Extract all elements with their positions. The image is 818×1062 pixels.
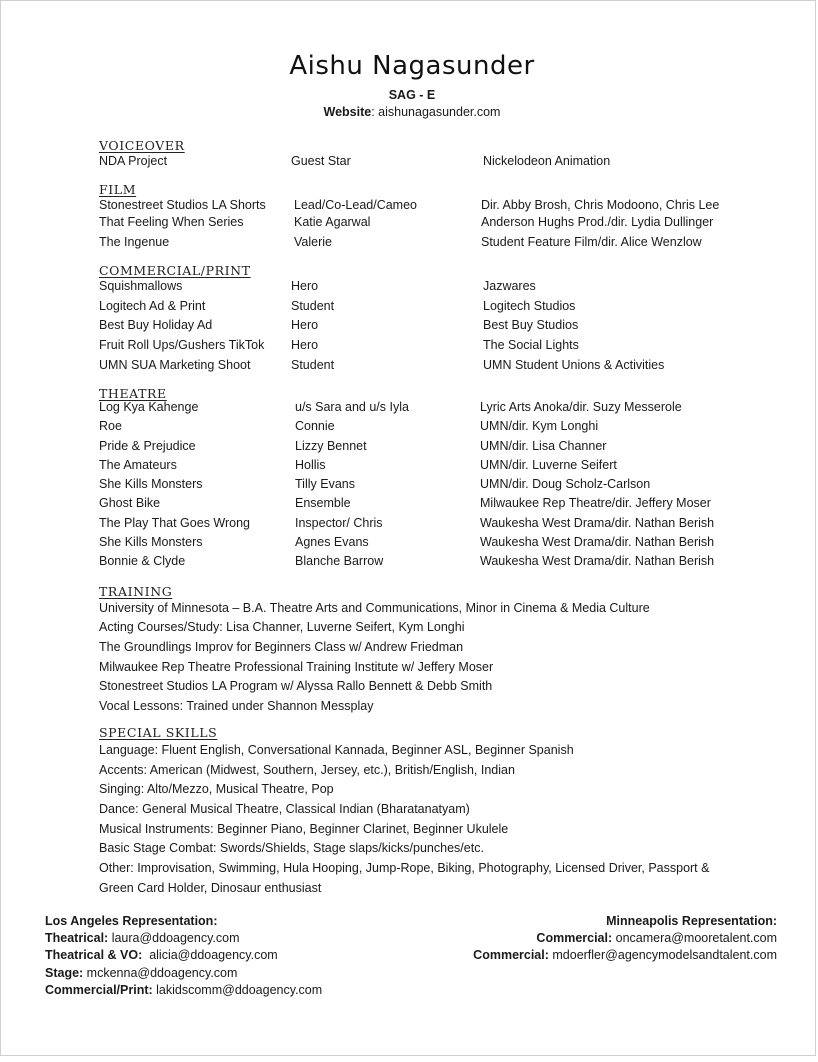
rep-email[interactable]: laura@ddoagency.com [108, 931, 240, 945]
website-label: Website [323, 105, 372, 119]
credit-company: UMN/dir. Lisa Channer [480, 439, 607, 453]
credit-row [1, 198, 817, 216]
credit-company: Jazwares [483, 279, 536, 293]
credit-role: Guest Star [291, 154, 351, 168]
credit-project: Pride & Prejudice [99, 439, 196, 453]
training-line: Vocal Lessons: Trained under Shannon Messplay [99, 699, 374, 713]
actor-name: Aishu Nagasunder [289, 51, 535, 81]
skill-line: Language: Fluent English, Conversational Kannada, Beginner ASL, Beginner Spanish [99, 743, 574, 757]
credit-project: Squishmallows [99, 279, 183, 293]
credit-role: Valerie [294, 235, 332, 249]
credit-row [1, 496, 817, 514]
rep-label: Theatrical & VO: [45, 948, 143, 962]
credit-row [1, 358, 817, 376]
la-representation-heading: Los Angeles Representation: [45, 914, 218, 928]
credit-row [1, 299, 817, 317]
credit-project: The Ingenue [99, 235, 170, 249]
skill-line: Green Card Holder, Dinosaur enthusiast [99, 881, 322, 895]
credit-role: Lizzy Bennet [295, 439, 367, 453]
skill-line: Basic Stage Combat: Swords/Shields, Stage slaps/kicks/punches/etc. [99, 841, 484, 855]
mn-rep-commercial-2 [473, 948, 777, 962]
credit-company: Waukesha West Drama/dir. Nathan Berish [480, 554, 715, 568]
credit-project: Stonestreet Studios LA Shorts [99, 198, 266, 212]
credit-row [1, 439, 817, 457]
credit-company: Best Buy Studios [483, 318, 579, 332]
union-status: SAG - E [388, 88, 436, 102]
credit-role: Blanche Barrow [295, 554, 384, 568]
credit-project: She Kills Monsters [99, 535, 203, 549]
credit-company: UMN/dir. Luverne Seifert [480, 458, 617, 472]
training-line: University of Minnesota – B.A. Theatre Arts and Communications, Minor in Cinema & Media Culture [99, 601, 650, 615]
credit-project: NDA Project [99, 154, 168, 168]
section-title-voiceover: VOICEOVER [99, 138, 185, 153]
credit-role: Tilly Evans [295, 477, 355, 491]
credit-company: UMN Student Unions & Activities [483, 358, 665, 372]
credit-role: Hollis [295, 458, 326, 472]
credit-role: Katie Agarwal [294, 215, 371, 229]
skill-line: Singing: Alto/Mezzo, Musical Theatre, Pop [99, 782, 334, 796]
credit-company: UMN/dir. Kym Longhi [480, 419, 599, 433]
credit-project: Roe [99, 419, 122, 433]
credit-company: Student Feature Film/dir. Alice Wenzlow [481, 235, 702, 249]
credit-project: She Kills Monsters [99, 477, 203, 491]
section-title-film: FILM [99, 182, 137, 197]
la-rep-commercial-print [45, 983, 322, 997]
credit-row [1, 458, 817, 476]
credit-company: UMN/dir. Doug Scholz-Carlson [480, 477, 651, 491]
rep-label: Stage: [45, 966, 84, 980]
mn-representation-heading: Minneapolis Representation: [606, 914, 777, 928]
credit-role: Inspector/ Chris [295, 516, 383, 530]
credit-role: Hero [291, 279, 319, 293]
credit-company: Nickelodeon Animation [483, 154, 611, 168]
la-rep-stage [45, 966, 237, 980]
credit-company: Lyric Arts Anoka/dir. Suzy Messerole [480, 400, 682, 414]
credit-role: Student [291, 299, 335, 313]
credit-project: Fruit Roll Ups/Gushers TikTok [99, 338, 265, 352]
rep-label: Commercial: [473, 948, 549, 962]
credit-row [1, 516, 817, 534]
rep-email[interactable]: lakidscomm@ddoagency.com [152, 983, 323, 997]
rep-label: Commercial: [536, 931, 613, 945]
training-line: The Groundlings Improv for Beginners Class w/ Andrew Friedman [99, 640, 464, 654]
credit-project: The Amateurs [99, 458, 177, 472]
credit-project: UMN SUA Marketing Shoot [99, 358, 251, 372]
credit-row [1, 215, 817, 233]
training-line: Acting Courses/Study: Lisa Channer, Luverne Seifert, Kym Longhi [99, 620, 465, 634]
credit-role: Connie [295, 419, 335, 433]
credit-company: Dir. Abby Brosh, Chris Modoono, Chris Lee [481, 198, 720, 212]
credit-row [1, 477, 817, 495]
website-line [1, 105, 818, 119]
section-title-theatre: THEATRE [99, 386, 167, 401]
credit-project: The Play That Goes Wrong [99, 516, 251, 530]
section-title-commercial: COMMERCIAL/PRINT [99, 263, 251, 278]
credit-project: Ghost Bike [99, 496, 161, 510]
credit-row [1, 400, 817, 418]
credit-role: Lead/Co-Lead/Cameo [294, 198, 417, 212]
credit-company: The Social Lights [483, 338, 579, 352]
rep-label: Commercial/Print: [45, 983, 153, 997]
credit-company: Milwaukee Rep Theatre/dir. Jeffery Moser [480, 496, 711, 510]
rep-email[interactable]: mdoerfler@agencymodelsandtalent.com [548, 948, 777, 962]
credit-row [1, 235, 817, 253]
mn-rep-commercial-1 [536, 931, 777, 945]
credit-row [1, 279, 817, 297]
rep-email[interactable]: oncamera@mooretalent.com [612, 931, 777, 945]
credit-company: Logitech Studios [483, 299, 576, 313]
la-rep-theatrical-vo [45, 948, 278, 962]
la-rep-theatrical [45, 931, 240, 945]
credit-row [1, 554, 817, 572]
credit-row [1, 535, 817, 553]
credit-company: Waukesha West Drama/dir. Nathan Berish [480, 516, 715, 530]
credit-project: Log Kya Kahenge [99, 400, 199, 414]
credit-project: That Feeling When Series [99, 215, 244, 229]
credit-project: Logitech Ad & Print [99, 299, 206, 313]
credit-row [1, 419, 817, 437]
section-title-training: TRAINING [99, 584, 173, 599]
skill-line: Other: Improvisation, Swimming, Hula Hooping, Jump-Rope, Biking, Photography, Licensed Driver, Passport & [99, 861, 710, 875]
credit-role: Hero [291, 338, 319, 352]
rep-email[interactable]: alicia@ddoagency.com [142, 948, 278, 962]
website-link[interactable]: : aishunagasunder.com [371, 105, 501, 119]
skill-line: Musical Instruments: Beginner Piano, Beginner Clarinet, Beginner Ukulele [99, 822, 509, 836]
credit-row [1, 338, 817, 356]
credit-project: Bonnie & Clyde [99, 554, 186, 568]
credit-project: Best Buy Holiday Ad [99, 318, 213, 332]
credit-role: Hero [291, 318, 319, 332]
skill-line: Accents: American (Midwest, Southern, Jersey, etc.), British/English, Indian [99, 763, 515, 777]
credit-row [1, 318, 817, 336]
credit-role: Ensemble [295, 496, 351, 510]
credit-company: Anderson Hughs Prod./dir. Lydia Dullinger [481, 215, 714, 229]
credit-role: Agnes Evans [295, 535, 369, 549]
rep-email[interactable]: mckenna@ddoagency.com [83, 966, 238, 980]
section-title-skills: SPECIAL SKILLS [99, 725, 218, 740]
credit-role: u/s Sara and u/s Iyla [295, 400, 409, 414]
credit-row [1, 154, 817, 172]
training-line: Stonestreet Studios LA Program w/ Alyssa Rallo Bennett & Debb Smith [99, 679, 493, 693]
credit-company: Waukesha West Drama/dir. Nathan Berish [480, 535, 715, 549]
skill-line: Dance: General Musical Theatre, Classical Indian (Bharatanatyam) [99, 802, 470, 816]
training-line: Milwaukee Rep Theatre Professional Training Institute w/ Jeffery Moser [99, 660, 494, 674]
credit-role: Student [291, 358, 335, 372]
rep-label: Theatrical: [45, 931, 109, 945]
